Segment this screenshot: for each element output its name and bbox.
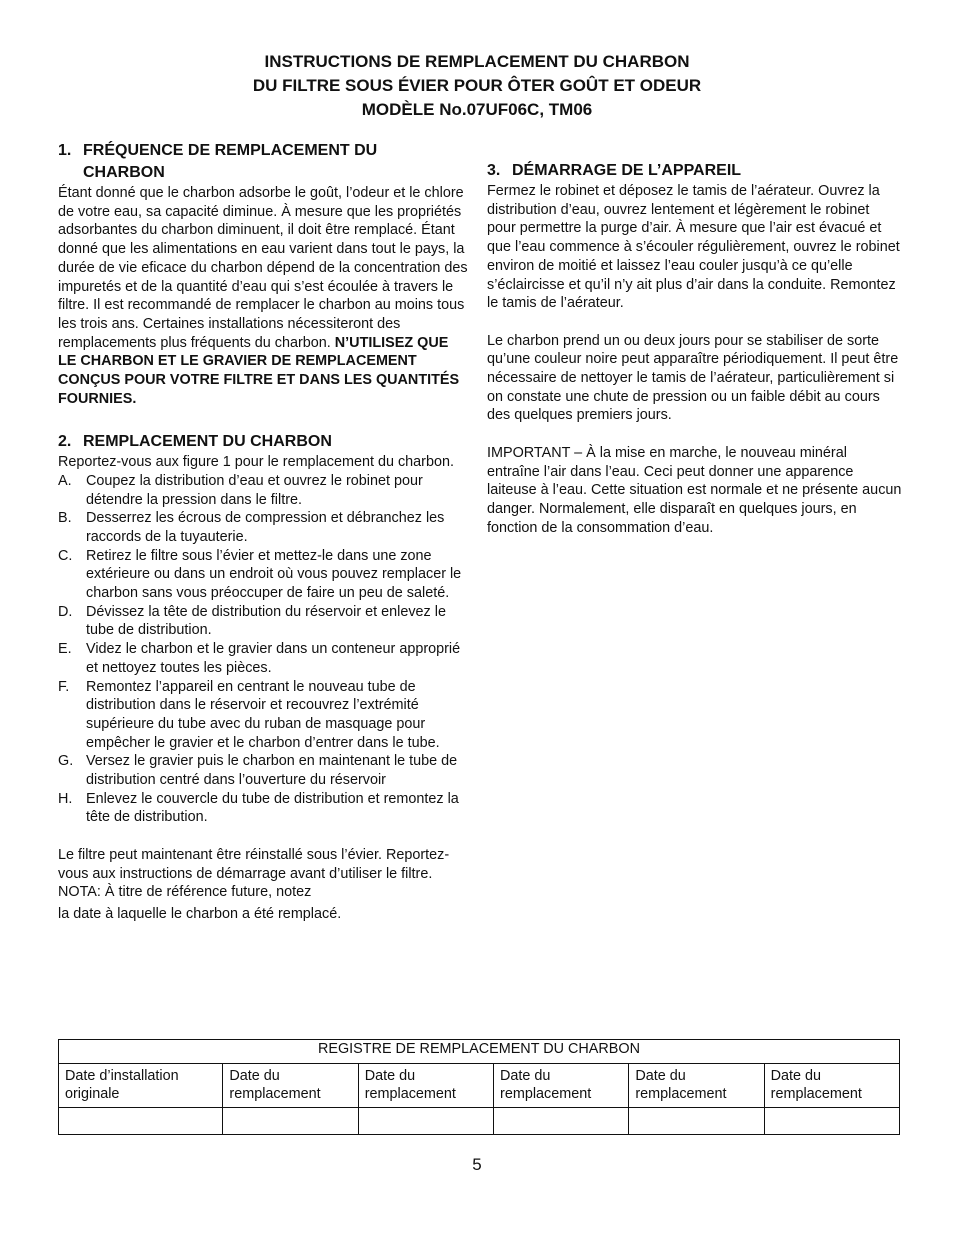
table-cell-empty[interactable] bbox=[223, 1108, 358, 1135]
step-text: Enlevez le couvercle du tube de distribution et remontez la tête de distribution. bbox=[86, 790, 459, 826]
section-1-body bbox=[58, 184, 470, 408]
step-letter: D. bbox=[58, 603, 73, 620]
steps-list bbox=[58, 472, 470, 827]
header-line: originale bbox=[65, 1086, 120, 1103]
replacement-register-table bbox=[58, 1039, 900, 1135]
title-line-1: INSTRUCTIONS DE REMPLACEMENT DU CHARBON bbox=[264, 52, 690, 71]
table-header-cell bbox=[59, 1063, 223, 1107]
header-line: remplacement bbox=[364, 1086, 456, 1103]
list-item bbox=[58, 603, 470, 640]
section-2-intro: Reportez-vous aux figure 1 pour le remplacement du charbon. bbox=[58, 454, 454, 471]
section-1-number: 1. bbox=[58, 142, 72, 159]
table-cell-empty[interactable] bbox=[59, 1108, 223, 1135]
title-line-3: MODÈLE No.07UF06C, TM06 bbox=[361, 100, 593, 119]
list-item bbox=[58, 472, 470, 509]
step-text: Remontez l’appareil en centrant le nouveau tube de distribution dans le réservoir et recouvrez l’extrémité supérieure du tube avec du ruban de masquage pour empêcher le gravier et le charbon d’entrer dans le tube. bbox=[86, 678, 440, 751]
section-1-heading-line-2: CHARBON bbox=[83, 164, 165, 181]
right-column bbox=[487, 160, 902, 537]
document-title bbox=[0, 50, 954, 122]
list-item bbox=[58, 752, 470, 789]
section-1-warning: N’UTILISEZ QUE LE CHARBON ET LE GRAVIER DE REMPLACEMENT CONÇUS POUR VOTRE FILTRE ET DANS LES QUANTITÉS FOURNIES. bbox=[58, 334, 460, 407]
step-text: Desserrez les écrous de compression et débranchez les raccords de la tuyauterie. bbox=[86, 510, 445, 545]
list-item bbox=[58, 509, 470, 546]
header-line: Date du bbox=[500, 1067, 551, 1084]
table-caption-row bbox=[59, 1040, 900, 1064]
section-3-number: 3. bbox=[487, 162, 501, 179]
step-letter: E. bbox=[58, 641, 72, 658]
table-header-cell bbox=[494, 1063, 629, 1107]
section-2-heading-text: REMPLACEMENT DU CHARBON bbox=[83, 433, 332, 451]
title-line-2: DU FILTRE SOUS ÉVIER POUR ÔTER GOÛT ET ODEUR bbox=[252, 76, 702, 95]
header-line: remplacement bbox=[770, 1086, 862, 1103]
step-text: Retirez le filtre sous l’évier et mettez-le dans une zone extérieure ou dans un endroit où vous pouvez remplacer le charbon sans vous préoccuper de faire un peu de saleté. bbox=[86, 547, 462, 602]
page-number: 5 bbox=[472, 1155, 482, 1174]
table-caption: REGISTRE DE REMPLACEMENT DU CHARBON bbox=[59, 1040, 900, 1064]
header-line: Date du bbox=[635, 1067, 686, 1084]
table-row bbox=[59, 1108, 900, 1135]
list-item bbox=[58, 547, 470, 603]
left-column bbox=[58, 140, 470, 924]
section-1 bbox=[58, 140, 470, 408]
header-line: remplacement bbox=[500, 1086, 592, 1103]
step-letter: C. bbox=[58, 547, 73, 564]
list-item bbox=[58, 678, 470, 753]
section-3-heading-text: DÉMARRAGE DE L’APPAREIL bbox=[512, 162, 742, 179]
step-letter: B. bbox=[58, 510, 72, 527]
section-2-heading bbox=[58, 431, 470, 453]
header-line: remplacement bbox=[635, 1086, 727, 1103]
section-2 bbox=[58, 431, 470, 924]
step-letter: A. bbox=[58, 472, 72, 489]
section-2-closing-last: la date à laquelle le charbon a été remplacé. bbox=[58, 905, 342, 922]
section-1-text: Étant donné que le charbon adsorbe le goût, l’odeur et le chlore de votre eau, sa capacité diminue. À mesure que les propriétés adsorbantes du charbon diminuent, il doit être remplacé. Étant donné que les alimentations en eau varient dans tout le pays, la durée de vie eficace du charbon dépend de la concentration des impuretés et de la quantité d’eau qui s’est écoulée à travers le filtre. Il est recommandé de remplacer le charbon au moins tous les trois ans. Certaines installations nécessiteront des remplacements plus fréquents du charbon. bbox=[58, 185, 468, 351]
table-header-cell bbox=[629, 1063, 764, 1107]
step-text: Coupez la distribution d’eau et ouvrez le robinet pour détendre la pression dans le filtre. bbox=[86, 472, 423, 508]
section-3 bbox=[487, 160, 902, 537]
header-line: Date du bbox=[364, 1067, 416, 1084]
header-line: Date du bbox=[770, 1067, 822, 1084]
list-item bbox=[58, 640, 470, 677]
step-text: Versez le gravier puis le charbon en maintenant le tube de distribution centré dans l’ouverture du réservoir bbox=[86, 753, 458, 789]
table-header-cell bbox=[358, 1063, 493, 1107]
step-letter: G. bbox=[58, 753, 74, 770]
table-cell-empty[interactable] bbox=[764, 1108, 899, 1135]
table-header-cell bbox=[223, 1063, 358, 1107]
header-line: Date d’installation bbox=[65, 1067, 179, 1084]
table-header-cell bbox=[764, 1063, 899, 1107]
step-text: Dévissez la tête de distribution du réservoir et enlevez le tube de distribution. bbox=[86, 603, 446, 639]
table-cell-empty[interactable] bbox=[629, 1108, 764, 1135]
step-letter: H. bbox=[58, 790, 73, 807]
section-1-heading-line-1: FRÉQUENCE DE REMPLACEMENT DU bbox=[83, 142, 378, 159]
list-item bbox=[58, 790, 470, 827]
section-1-heading bbox=[58, 140, 470, 184]
section-3-heading bbox=[487, 160, 902, 182]
section-2-number: 2. bbox=[58, 433, 72, 451]
header-line: remplacement bbox=[229, 1086, 321, 1103]
step-text: Videz le charbon et le gravier dans un conteneur approprié et nettoyez toutes les pièces. bbox=[86, 641, 461, 676]
section-3-paragraph-1: Fermez le robinet et déposez le tamis de l’aérateur. Ouvrez la distribution d’eau, ouvrez lentement et légèrement le robinet pour permettre la purge d’air. À mesure que l’air est évacué et que l’eau commence à s’écouler régulièrement, ouvrez le robinet environ de moitié et laissez l’eau couler jusqu’à ce qu’elle s’éclaircisse et qu’il n’y ait plus d’air dans la conduite. Remontez le tamis de l’aérateur. bbox=[487, 183, 900, 312]
table-header-row bbox=[59, 1063, 900, 1107]
step-letter: F. bbox=[58, 678, 70, 695]
section-3-paragraph-3: IMPORTANT – À la mise en marche, le nouveau minéral entraîne l’air dans l’eau. Ceci peut donner une apparence laiteuse à l’eau. Cette situation est normale et ne présente aucun danger. Normalement, elle disparaît en quelques jours, en fonction de la consommation d’eau. bbox=[487, 444, 902, 536]
header-line: Date du bbox=[229, 1067, 280, 1084]
section-3-paragraph-2: Le charbon prend un ou deux jours pour se stabiliser de sorte qu’une couleur noire peut apparaître périodiquement. Il peut être nécessaire de nettoyer le tamis de l’aérateur, particulièrement si on constate une chute de pression ou un faible débit au cours des quelques premiers jours. bbox=[487, 332, 899, 424]
table-cell-empty[interactable] bbox=[358, 1108, 493, 1135]
section-2-closing: Le filtre peut maintenant être réinstallé sous l’évier. Reportez-vous aux instructions de démarrage avant d’utiliser le filtre. NOTA: À titre de référence future, notez bbox=[58, 846, 450, 901]
table-cell-empty[interactable] bbox=[494, 1108, 629, 1135]
